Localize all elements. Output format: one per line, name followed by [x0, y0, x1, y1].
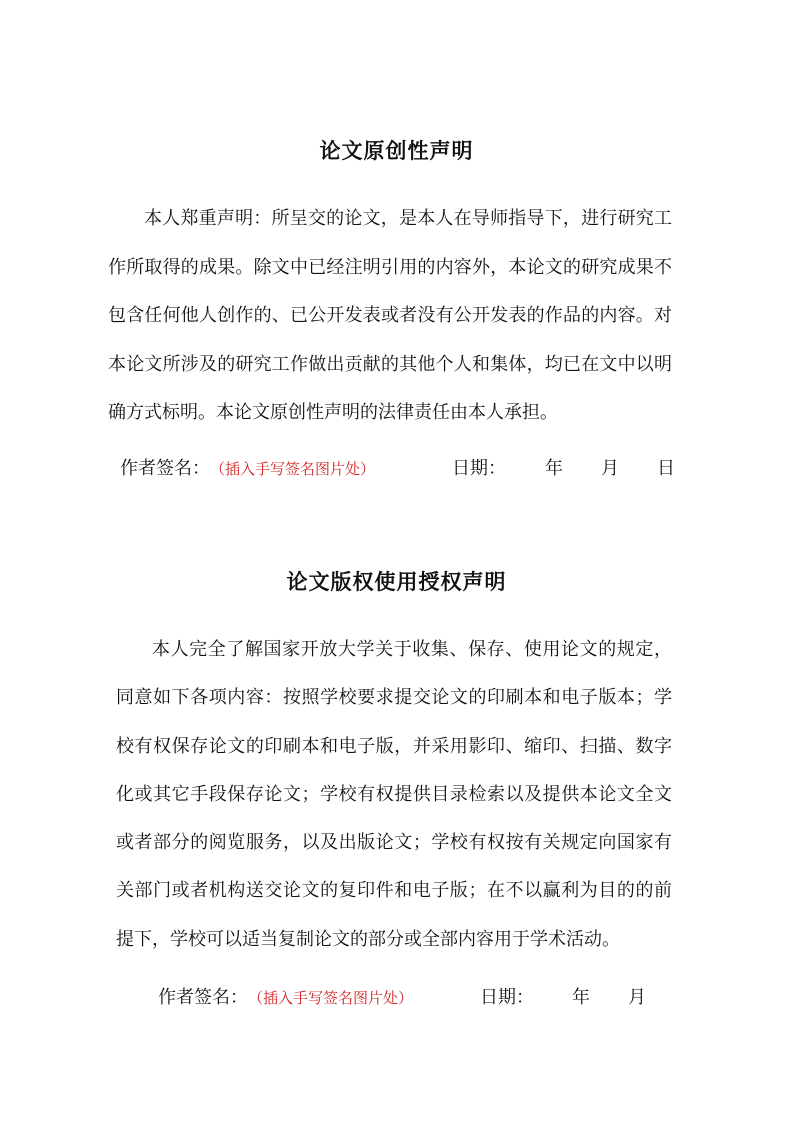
year-label: 年: [545, 458, 563, 479]
signature-label: 作者签名：: [158, 987, 248, 1008]
copyright-body: 本人完全了解国家开放大学关于收集、保存、使用论文的规定，同意如下各项内容：按照学校要求提交论文的印刷本和电子版本；学校有权保存论文的印刷本和电子版，并采用影印、缩印、扫描、数字化或其它手段保存论文；学校有权提供目录检索以及提供本论文全文或者部分的阅览服务，以及出版论文；学校有权按有关规定向国家有关部门或者机构送交论文的复印件和电子版；在不以赢利为目的的前提下，学校可以适当复制论文的部分或全部内容用于学术活动。: [116, 639, 672, 950]
date-label: 日期：: [452, 458, 506, 479]
year-label: 年: [572, 987, 590, 1008]
originality-body: 本人郑重声明：所呈交的论文，是本人在导师指导下，进行研究工作所取得的成果。除文中已经注明引用的内容外，本论文的研究成果不包含任何他人创作的、已公开发表或者没有公开发表的作品的内容。对本论文所涉及的研究工作做出贡献的其他个人和集体，均已在文中以明确方式标明。本论文原创性声明的法律责任由本人承担。: [108, 208, 672, 423]
originality-signature-line: [120, 457, 680, 481]
month-label: 月: [628, 987, 646, 1008]
date-label: 日期：: [480, 987, 534, 1008]
signature-placeholder: （插入手写签名图片处）: [248, 989, 414, 1007]
signature-placeholder: （插入手写签名图片处）: [210, 460, 376, 478]
originality-title: 论文原创性声明: [319, 139, 474, 163]
signature-label: 作者签名：: [120, 458, 210, 479]
copyright-title: 论文版权使用授权声明: [286, 570, 507, 594]
copyright-signature-line: [158, 986, 678, 1010]
day-label: 日: [657, 458, 675, 479]
month-label: 月: [601, 458, 619, 479]
